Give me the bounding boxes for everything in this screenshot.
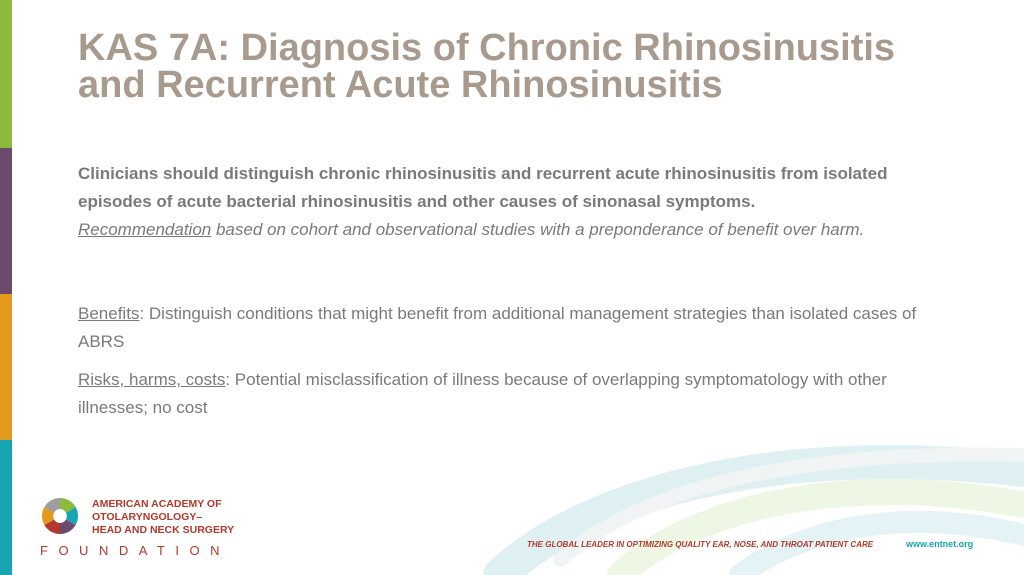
org-name-line-3: HEAD AND NECK SURGERY: [92, 524, 235, 536]
website-link[interactable]: www.entnet.org: [906, 539, 974, 549]
footer-tagline: THE GLOBAL LEADER IN OPTIMIZING QUALITY EAR, NOSE, AND THROAT PATIENT CARE: [527, 540, 874, 549]
benefits-label: Benefits: [78, 304, 140, 323]
foundation-logo: [38, 494, 238, 564]
risks-text: : Potential misclassification of illness because of overlapping symptomatology with other illnesses; no cost: [78, 370, 887, 417]
recommendation-text: based on cohort and observational studies with a preponderance of benefit over harm.: [211, 220, 865, 239]
key-action-statement: [78, 160, 948, 244]
foundation-wordmark: FOUNDATION: [40, 543, 230, 558]
risks-label: Risks, harms, costs: [78, 370, 226, 389]
risks-paragraph: [78, 366, 958, 422]
benefits-text: : Distinguish conditions that might benefit from additional management strategies than isolated cases of ABRS: [78, 304, 917, 351]
aao-hns-foundation-logo-icon: [38, 494, 82, 538]
benefits-paragraph: [78, 300, 958, 356]
slide-title: KAS 7A: Diagnosis of Chronic Rhinosinusitis and Recurrent Acute Rhinosinusitis: [78, 27, 896, 106]
statement-text: Clinicians should distinguish chronic rhinosinusitis and recurrent acute rhinosinusitis from isolated episodes of acute bacterial rhinosinusitis and other causes of sinonasal symptoms.: [78, 164, 888, 211]
recommendation-label: Recommendation: [78, 220, 212, 239]
org-name-line-2: OTOLARYNGOLOGY–: [92, 511, 203, 523]
org-name-line-1: AMERICAN ACADEMY OF: [92, 498, 222, 510]
